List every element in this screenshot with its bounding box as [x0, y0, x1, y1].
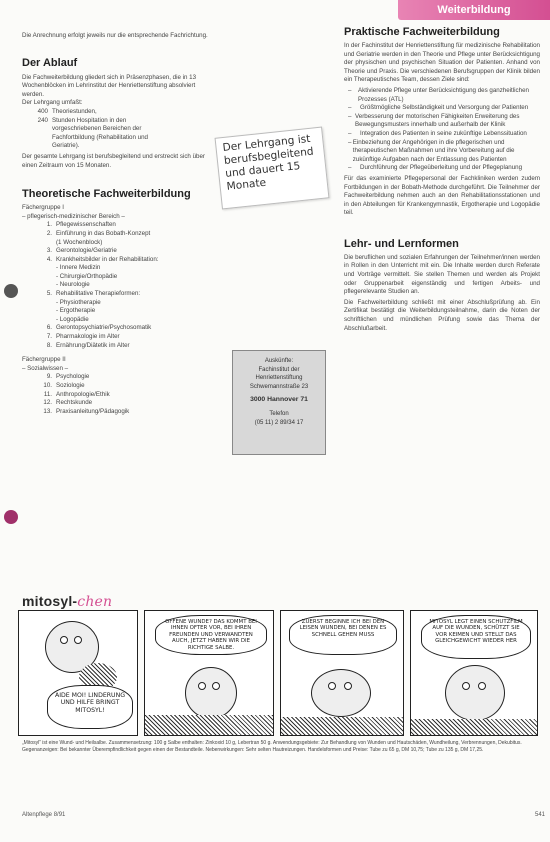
list-item: 240 Stunden Hospitation in den vorgeschriebenen Bereichen der Fachfortbildung (Rehabilitation und Geriatrie). — [37, 116, 148, 150]
list-item: 9. Psychologie — [46, 373, 90, 381]
list-item: 4. Krankheitsbilder in der Rehabilitation: — [46, 255, 159, 263]
list-item: 11. Anthropologie/Ethik — [43, 390, 110, 398]
list-item: – Größtmögliche Selbständigkeit und Versorgung der Patienten — [348, 104, 540, 113]
phone-number: (05 11) 2 89/34 17 — [254, 419, 304, 426]
address-city: 3000 Hannover 71 — [250, 396, 308, 404]
comic-title — [22, 593, 112, 610]
bug-character — [311, 669, 371, 717]
praxis-end: Für das examinierte Pflegepersonal der Fachkliniken werden zudem Fortbildungen in der Bobath-Methode durchgeführt. Die Teilnehmer der Fachweiterbildung nehmen auch an den Rehabilitationsstationen und in den Abteilungen für Krankengymnastik, Ergotherapie und Logopädie teil. — [344, 174, 540, 217]
list-item: - Innere Medizin — [56, 264, 101, 272]
goals-list — [344, 87, 540, 173]
list-item: - Chirurgie/Orthopädie — [56, 272, 118, 280]
list-item: 6. Gerontopsychiatrie/Psychosomatik — [46, 324, 152, 332]
eye — [198, 682, 206, 690]
list-item: - Neurologie — [56, 281, 90, 289]
group-two-label: Fächergruppe II — [22, 356, 66, 364]
group-one-list — [22, 221, 218, 350]
address-line: Auskünfte: — [264, 358, 294, 364]
list-item: - Logopädie — [56, 315, 89, 323]
address-line: Fachinstitut der — [258, 366, 300, 373]
phone-label: Telefon — [269, 410, 289, 417]
group-one-sub: – pflegerisch-medizinischer Bereich – — [22, 212, 125, 220]
address-box — [232, 350, 326, 455]
comic-title-script: chen — [77, 594, 113, 610]
comic-caption: „Mitosyl“ ist eine Wund- und Heilsalbe. Zusammensetzung: 100 g Salbe enthalten: Zinkoxid 10 g, Lebertran 50 g. Anwendungsgebiete: Zur Behandlung von Wunden und Hautschäden, Wundheilung, Verbrennungen, Dekubitus. Gegenanzeigen: Bei bekannter Überempfindlichkeit gegen einen der Bestandteile. Nebenwirkungen: Sehr selten Hautreizungen. Handelsformen und Preise: Tube zu 65 g, DM 10,75; Tube zu 135 g, DM 17,25. — [22, 740, 522, 753]
address-line: Schwemannstraße 23 — [249, 383, 309, 390]
speech-bubble: AIDE MOI! LINDERUNG UND HILFE BRINGT MITOSYL! — [47, 685, 133, 729]
right-column — [344, 26, 540, 333]
comic-panel — [144, 610, 274, 736]
list-item: 3. Gerontologie/Geriatrie — [46, 247, 117, 255]
heading-theoretische: Theoretische Fachweiterbildung — [22, 188, 191, 201]
ablauf-text: Die Fachweiterbildung gliedert sich in Präsenzphasen, die in 13 Wochenblöcken im Lehrinstitut der Henriettenstiftung absolviert werden. — [22, 73, 197, 98]
punch-hole — [4, 510, 18, 524]
list-item: 400 Theoriestunden, — [37, 107, 97, 115]
page-footer-left: Altenpflege 8/91 — [22, 812, 66, 818]
eye — [60, 636, 68, 644]
list-item: – Integration des Patienten in seine zukünftige Lebenssituation — [348, 130, 540, 139]
list-item: 5. Rehabilitative Therapieformen: — [46, 290, 141, 298]
page-number: 541 — [535, 812, 546, 818]
eye — [478, 682, 486, 690]
address-line: Henriettenstiftung — [255, 375, 303, 382]
list-item: 1. Pflegewissenschaften — [46, 221, 116, 229]
hatched-ground — [411, 719, 538, 736]
list-item: 13. Praxisanleitung/Pädagogik — [43, 407, 130, 415]
list-item: – Durchführung der Pflegeüberleitung und der Pflegeplanung — [348, 164, 540, 173]
eye — [212, 682, 220, 690]
list-item: – Verbesserung der motorischen Fähigkeiten Erweiterung des Bewegungsmusters innerhalb und außerhalb der Klinik — [348, 113, 540, 130]
comic-strip — [18, 610, 538, 736]
list-item: 2. Einführung in das Bobath-Konzept — [46, 229, 151, 237]
comic-title-main: mitosyl- — [22, 593, 78, 609]
list-item: (1 Wochenblock) — [56, 238, 103, 246]
group-two-list — [22, 373, 218, 416]
comic-panel — [280, 610, 404, 736]
heading-praktische: Praktische Fachweiterbildung — [344, 26, 500, 38]
hatched-ground — [145, 715, 274, 736]
umfang-list — [22, 108, 218, 151]
section-banner: Weiterbildung — [398, 0, 550, 20]
list-item: – Aktivierende Pflege unter Berücksichtigung des ganzheitlichen Prozesses (ATL) — [348, 87, 540, 104]
list-item: 7. Pharmakologie im Alter — [46, 333, 120, 341]
heading-ablauf: Der Ablauf — [22, 56, 78, 69]
punch-hole — [4, 284, 18, 298]
umfang-label: Der Lehrgang umfaßt: — [22, 99, 83, 107]
intro-text: Die Anrechnung erfolgt jeweils nur die entsprechende Fachrichtung. — [22, 32, 208, 39]
list-item: 12. Rechtskunde — [43, 399, 93, 407]
comic-panel — [410, 610, 538, 736]
lehr-text: Die beruflichen und sozialen Erfahrungen der Teilnehmer/innen werden in Rollen in den Unterricht mit ein. Die Inhalte werden durch Referate und Vorträge vermittelt. Sie stellen Themen und werden als Projekt oder Gruppenarbeit eigenständig und fertigen Arbeits- und pflegerelevante Studien an. — [344, 253, 540, 296]
list-item: – Einbeziehung der Angehörigen in die pflegerischen und therapeutischen Maßnahmen und ihre Vorbereitung auf die zukünftige Aufgaben nach der Entlassung des Patienten — [348, 139, 540, 165]
group-one-label: Fächergruppe I — [22, 204, 64, 212]
hatched-ground — [281, 717, 404, 736]
list-item: - Ergotherapie — [56, 307, 96, 315]
lehr-text: Die Fachweiterbildung schließt mit einer Abschlußprüfung ab. Ein Zertifikat bestätigt die Weiterbildungsteilnahme, darin die Noten der schriftlichen und mündlichen Prüfung sowie das Thema der Abschlußarbeit. — [344, 298, 540, 332]
speech-bubble: MITOSYL LEGT EINEN SCHUTZFILM AUF DIE WUNDEN, SCHÜTZT SIE VOR KEIMEN UND STELLT DAS GLEICHGEWICHT WIEDER HER — [421, 615, 531, 659]
heading-lehr: Lehr- und Lernformen — [344, 237, 459, 250]
speech-bubble: OFFENE WUNDE? DAS KOMMT BEI IHNEN OFTER VOR, BEI IHREN FREUNDEN UND VERWANDTEN AUCH, JETZT HABEN WIR DIE RICHTIGE SALBE. — [155, 615, 267, 655]
left-column — [22, 32, 218, 416]
list-item: 10. Soziologie — [43, 382, 85, 389]
comic-panel — [18, 610, 138, 736]
gesamt-text: Der gesamte Lehrgang ist berufsbegleitend und erstreckt sich über einen Zeitraum von 15 Monaten. — [22, 152, 205, 169]
bug-character — [445, 665, 505, 721]
list-item: 8. Ernährung/Diätetik im Alter — [46, 341, 130, 349]
list-item: - Physiotherapie — [56, 298, 101, 306]
eye — [328, 682, 336, 690]
praxis-text: In der Fachinstitut der Henriettenstiftung für medizinische Rehabilitation und Geriatrie werden in den Theorie und Pflege unter Berücksichtigung der physischen und psychischen Situation der Patienten. Anhand von Theorie und Praxis. Die verschiedenen Berufsgruppen der Klinik bilden ein Therapeutisches Team, dessen Ziele sind: — [344, 42, 540, 84]
bug-character — [185, 667, 237, 719]
speech-bubble: ZUERST BEGINNE ICH BEI DEN LEISEN WUNDEN, BEI DENEN ES SCHNELL GEHEN MUSS — [289, 615, 397, 655]
eye — [462, 682, 470, 690]
callout-note: Der Lehrgang ist berufsbegleitend und dauert 15 Monate — [215, 127, 330, 210]
eye — [344, 682, 352, 690]
group-two-sub: – Sozialwissen – — [22, 364, 69, 372]
eye — [74, 636, 82, 644]
